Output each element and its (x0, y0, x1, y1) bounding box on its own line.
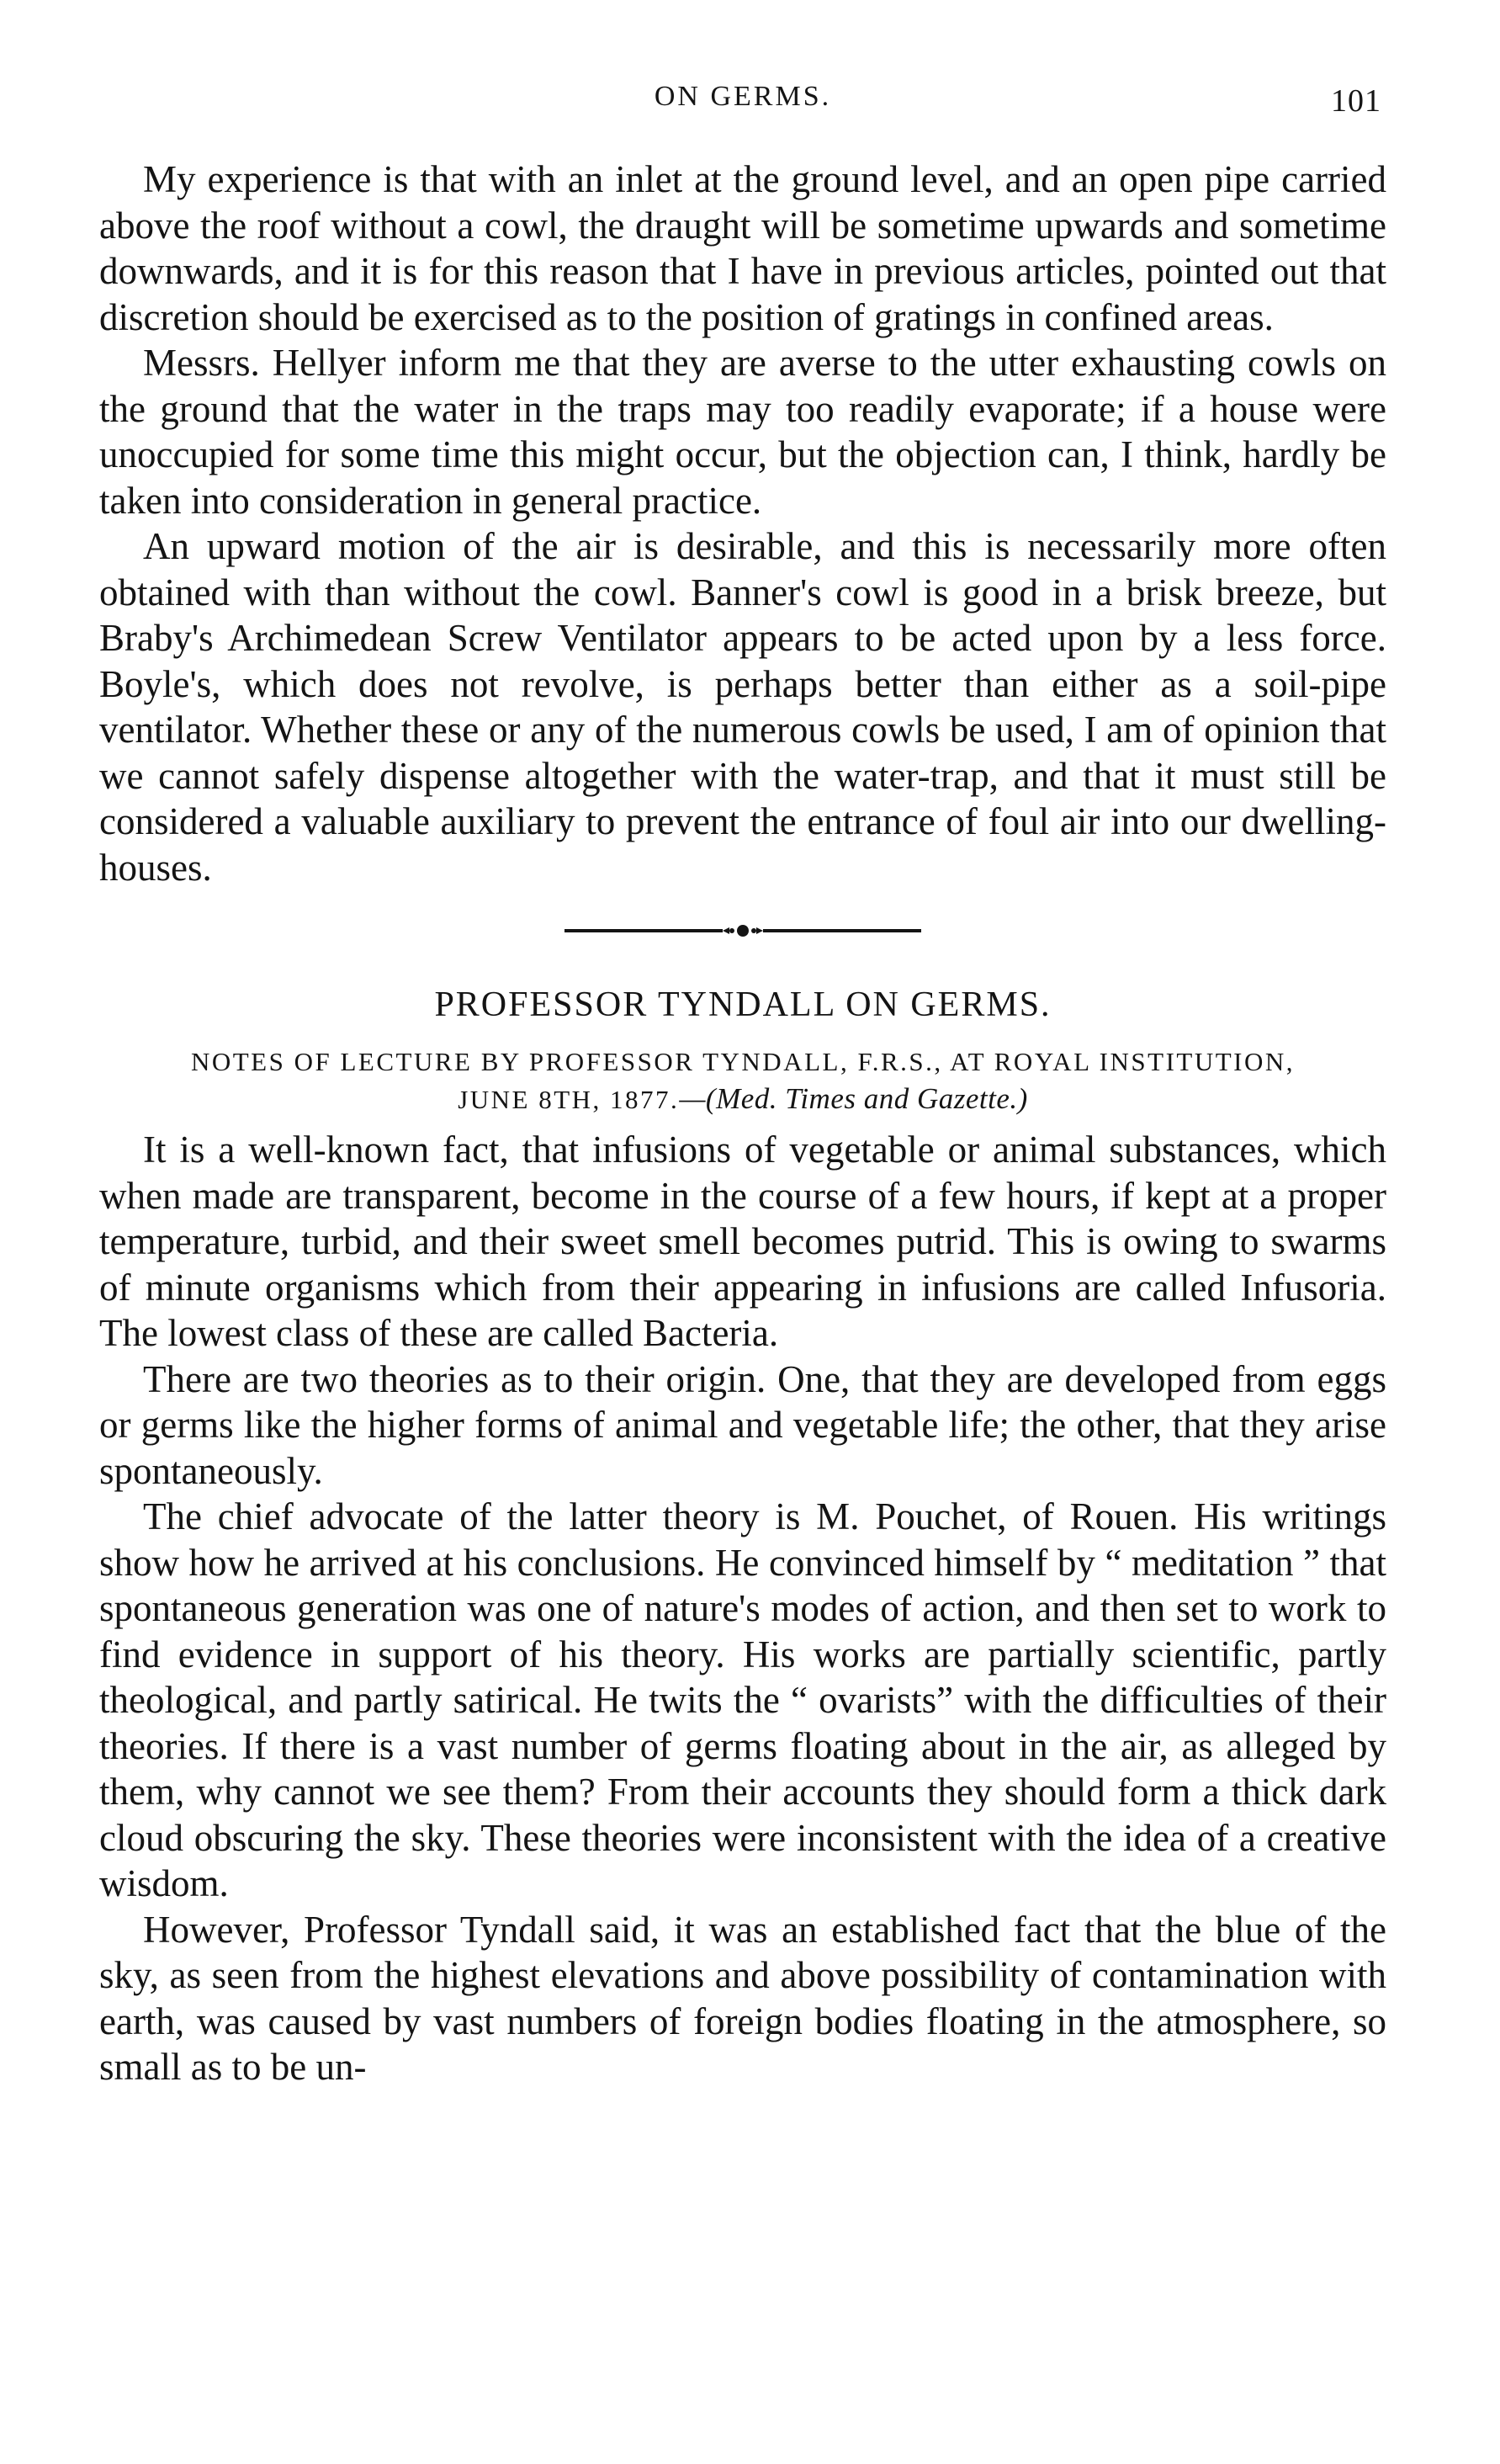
subtitle-date-line (99, 1081, 1386, 1118)
subtitle-date: JUNE 8TH, 1877. (458, 1085, 680, 1114)
paragraph: The chief advocate of the latter theory is M. Pouchet, of Rouen. His writings show how he arrived at his conclusions. He convinced himself by “ meditation ” that spontaneous generation was one of nature's modes of action, and then set to work to find evidence in support of his theory. His works are partially scientific, partly theological, and partly satirical. He twits the “ ovarists” with the difficulties of their theories. If there is a vast number of germs floating about in the air, as alleged by them, why cannot we see them? From their accounts they should form a thick dark cloud obscuring the sky. These theories were inconsistent with the idea of a creative wisdom. (99, 1495, 1386, 1904)
paragraph: My experience is that with an inlet at the ground level, and an open pipe carried above the roof without a cowl, the draught will be sometime upwards and sometime downwards, and it is for this reason that I have in previous articles, pointed out that discretion should be exercised as to the position of gratings in confined areas. (99, 158, 1386, 338)
subtitle-source: —(Med. Times and Gazette.) (679, 1082, 1028, 1115)
article-subtitle (99, 1043, 1386, 1118)
running-header (99, 76, 1386, 126)
running-title: ON GERMS. (654, 81, 832, 112)
paragraph: It is a well-known fact, that infusions of vegetable or animal substances, which when made are transparent, become in the course of a few hours, if kept at a proper temperature, turbid, and their sweet smell becomes putrid. This is owing to swarms of minute organisms which from their appearing in infusions are called Infusoria. The lowest class of these are called Bacteria. (99, 1128, 1386, 1354)
paragraph: There are two theories as to their origin. One, that they are developed from eggs or germs like the higher forms of animal and vegetable life; the other, that they arise spontaneously. (99, 1357, 1386, 1492)
section-divider-ornament (558, 921, 928, 941)
article-body (99, 1127, 1386, 2090)
article-title: PROFESSOR TYNDALL ON GERMS. (434, 985, 1052, 1024)
paragraph: However, Professor Tyndall said, it was an established fact that the blue of the sky, as seen from the highest elevations and above possibility of contamination with earth, was caused by vast numbers of foreign bodies floating in the atmosphere, so small as to be un- (99, 1908, 1386, 2088)
book-page (99, 76, 1386, 2090)
preceding-article-text (99, 157, 1386, 890)
paragraph: An upward motion of the air is desirable, and this is necessarily more often obtained with than without the cowl. Banner's cowl is good in a brisk breeze, but Braby's Archimedean Screw Ventilator appears to be acted upon by a less force. Boyle's, which does not revolve, is perhaps better than either as a soil-pipe ventilator. Whether these or any of the numerous cowls be used, I am of opinion that we cannot safely dispense altogether with the water-trap, and that it must still be considered a valuable auxiliary to prevent the entrance of foul air into our dwelling-houses. (99, 525, 1386, 889)
paragraph: Messrs. Hellyer inform me that they are averse to the utter exhausting cowls on the ground that the water in the traps may too readily evaporate; if a house were unoccupied for some time this might occur, but the objection can, I think, hardly be taken into consideration in general practice. (99, 342, 1386, 522)
subtitle-line: NOTES OF LECTURE BY PROFESSOR TYNDALL, F.R.S., AT ROYAL INSTITUTION, (190, 1047, 1296, 1076)
page-number: 101 (1331, 83, 1381, 119)
